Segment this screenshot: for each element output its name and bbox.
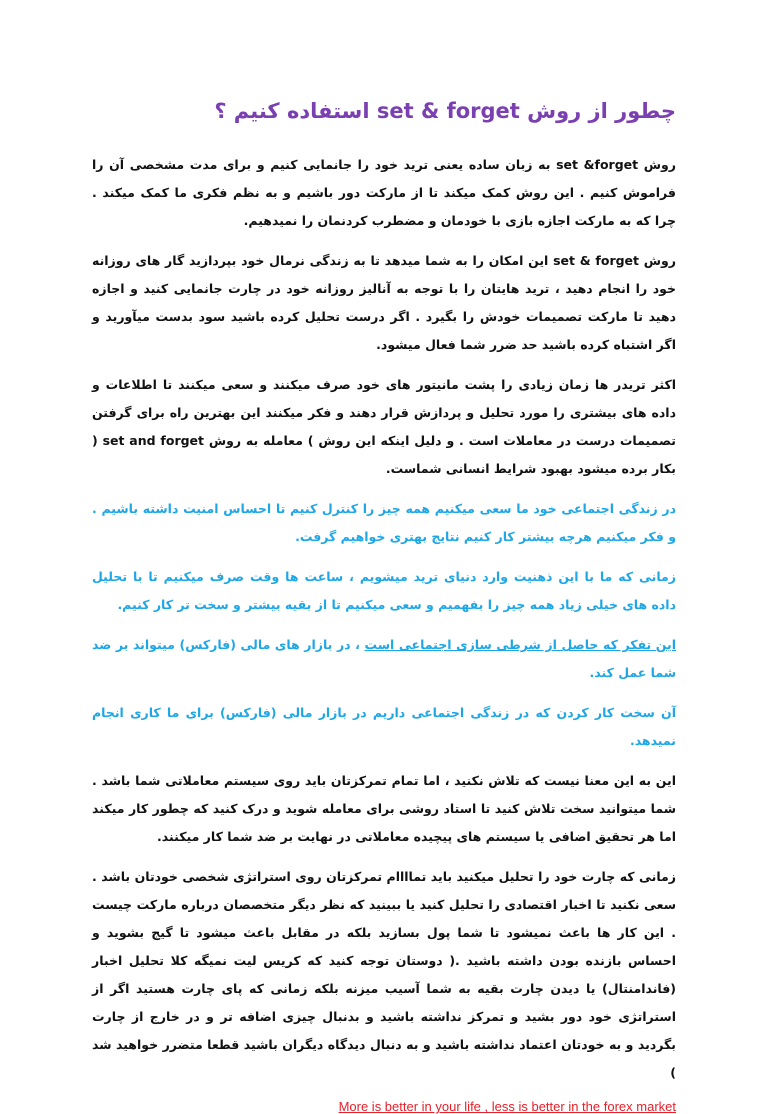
- paragraph-5: زمانی که ما با این ذهنیت وارد دنیای ترید میشویم ، ساعت ها وقت صرف میکنیم تا با تحلیل داده های خیلی زیاد همه چیز را بفهمیم و سعی میکنیم تا از بقیه بیشتر و سخت تر کار کنیم.: [92, 569, 676, 613]
- paragraph-7: آن سخت کار کردن که در زندگی اجتماعی داریم در بازار مالی (فارکس) برای ما کاری انجام نمیدهد.: [92, 705, 676, 749]
- page-title: چطور از روش set & forget استفاده کنیم ؟: [214, 99, 676, 123]
- paragraph-9: زمانی که چارت خود را تحلیل میکنید باید تماااام تمرکزتان روی استراتژی شخصی خودتان باشد . سعی نکنید تا اخبار اقتصادی را تحلیل کنید یا ببینید که نظر دیگر متخصصان درباره مارکت چیست . این کار ها باعث نمیشود تا شما پول بسازید بلکه در مقابل باعث میشود تا گیج بشوید و احساس بازنده بودن داشته باشید .( دوستان توجه کنید که کریس لیت نمیگه کلا تحلیل اخبار (فاندامنتال) یا دیدن چارت بقیه به شما آسیب میزنه بلکه زمانی که پای چارت هستید اگر از استراتژی خود دور بشید و تمرکز نداشته باشید و بدنبال چیزی اضافه تر و در خارج از چارت بگردید و به خودتان اعتماد نداشته باشید و به دنبال دیدگاه دیگران باشید قطعا متضرر خواهید شد ): [92, 869, 676, 1081]
- paragraph-6-underlined: این تفکر که حاصل از شرطی سازی اجتماعی است: [364, 637, 676, 653]
- paragraph-2: روش set & forget این امکان را به شما میدهد تا به زندگی نرمال خود بپردازید گار های روزانه خود را انجام دهید ، ترید هایتان را با توجه به آنالیز روزانه خود در چارت جانمایی کنید و اجازه دهید تا مارکت تصمیمات خودش را بگیرد . اگر درست تحلیل کرده باشید سود بدست میآورید و اگر اشتباه کرده باشید حد ضرر شما فعال میشود.: [92, 253, 676, 353]
- paragraph-6-rest: ، در بازار های مالی (فارکس) میتواند بر ضد شما عمل کند.: [92, 637, 676, 681]
- paragraph-6: [92, 631, 676, 687]
- paragraph-1: روش set &forget به زبان ساده یعنی ترید خود را جانمایی کنیم و برای مدت مشخصی آن را فراموش کنیم . این روش کمک میکند تا از مارکت دور باشیم و به نظم فکری ما کمک میکند . چرا که به مارکت اجازه بازی با خودمان و مضطرب کردنمان را نمیدهیم.: [92, 157, 676, 229]
- paragraph-3: اکثر تریدر ها زمان زیادی را پشت مانیتور های خود صرف میکنند و سعی میکنند تا اطلاعات و داده های بیشتری را مورد تحلیل و پردازش قرار دهند و فکر میکنند این بهترین راه برای گرفتن تصمیمات درست در معاملات است . و دلیل اینکه این روش ) معامله به روش set and forget ( بکار برده میشود بهبود شرایط انسانی شماست.: [92, 377, 676, 477]
- paragraph-4: در زندگی اجتماعی خود ما سعی میکنیم همه چیز را کنترل کنیم تا احساس امنیت داشته باشیم . و فکر میکنیم هرچه بیشتر کار کنیم نتایج بهتری خواهیم گرفت.: [92, 501, 676, 545]
- footer-quote: More is better in your life , less is better in the forex market: [338, 1099, 676, 1114]
- paragraph-8: این به این معنا نیست که تلاش نکنید ، اما تمام تمرکزتان باید روی سیستم معاملاتی شما باشد . شما میتوانید سخت تلاش کنید تا استاد روشی برای معامله شوید و درک کنید که چطور کار میکند اما هر تحقیق اضافی یا سیستم های پیچیده معاملاتی در نهایت بر ضد شما کار میکنند.: [92, 773, 676, 845]
